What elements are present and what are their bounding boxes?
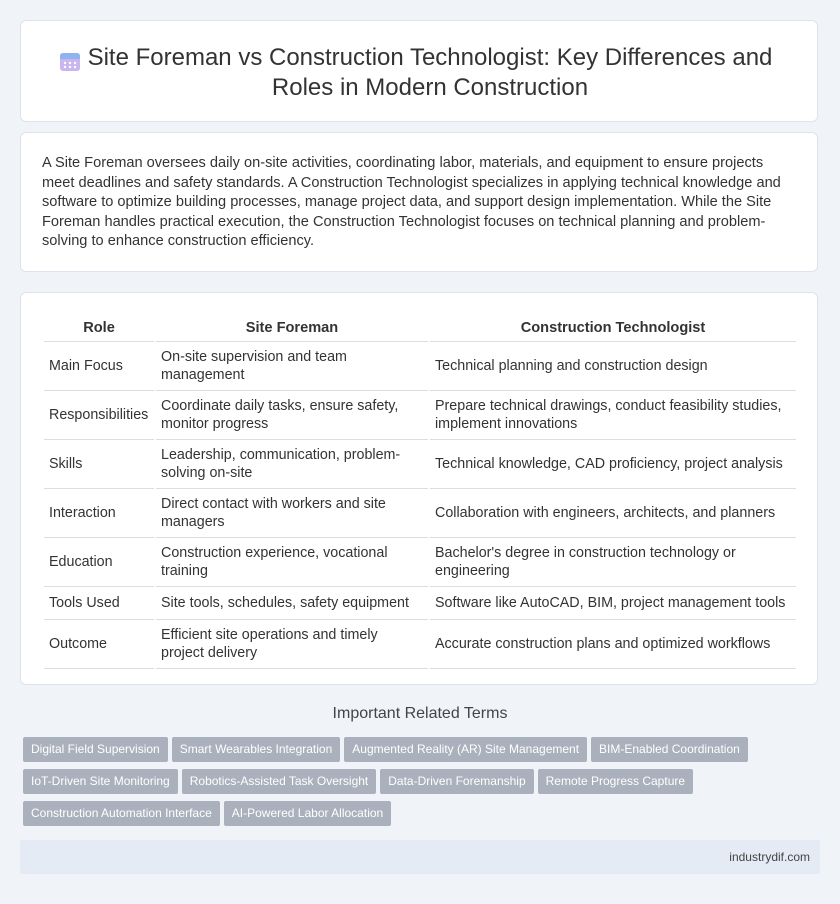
site-foreman-cell: Coordinate daily tasks, ensure safety, monitor progress (156, 391, 428, 440)
row-label: Responsibilities (44, 391, 154, 440)
related-terms-heading: Important Related Terms (332, 705, 508, 722)
intro-card (20, 132, 818, 272)
site-foreman-cell: Site tools, schedules, safety equipment (156, 587, 428, 620)
construction-technologist-cell: Accurate construction plans and optimized workflows (430, 620, 796, 669)
site-foreman-cell: On-site supervision and team management (156, 342, 428, 391)
table-row (44, 620, 796, 669)
site-foreman-cell: Construction experience, vocational training (156, 538, 428, 587)
row-label: Tools Used (44, 587, 154, 620)
site-foreman-cell: Efficient site operations and timely project delivery (156, 620, 428, 669)
related-terms-list (23, 737, 813, 833)
related-term-tag[interactable]: Data-Driven Foremanship (380, 769, 533, 794)
comparison-card (20, 292, 818, 685)
related-term-tag[interactable]: Construction Automation Interface (23, 801, 220, 826)
related-term-tag[interactable]: Digital Field Supervision (23, 737, 168, 762)
table-row (44, 342, 796, 391)
construction-technologist-cell: Prepare technical drawings, conduct feasibility studies, implement innovations (430, 391, 796, 440)
related-term-tag[interactable]: IoT-Driven Site Monitoring (23, 769, 178, 794)
row-label: Interaction (44, 489, 154, 538)
row-label: Education (44, 538, 154, 587)
construction-technologist-cell: Technical knowledge, CAD proficiency, project analysis (430, 440, 796, 489)
table-row (44, 391, 796, 440)
footer-site-link[interactable]: industrydif.com (729, 850, 810, 864)
table-row (44, 440, 796, 489)
column-header-site-foreman: Site Foreman (156, 313, 428, 342)
footer (20, 840, 820, 874)
page-title: Site Foreman vs Construction Technologist: Key Differences and Roles in Modern Construction (87, 44, 773, 101)
site-foreman-cell: Leadership, communication, problem-solving on-site (156, 440, 428, 489)
column-header-role: Role (44, 313, 154, 342)
title-card (20, 20, 818, 122)
column-header-construction-technologist: Construction Technologist (430, 313, 796, 342)
related-term-tag[interactable]: Augmented Reality (AR) Site Management (344, 737, 587, 762)
table-header-row (44, 313, 796, 342)
construction-technologist-cell: Technical planning and construction design (430, 342, 796, 391)
table-row (44, 538, 796, 587)
intro-paragraph: A Site Foreman oversees daily on-site activities, coordinating labor, materials, and equipment to ensure projects meet deadlines and safety standards. A Construction Technologist specializes in applying technical knowledge and software to optimize building processes, manage project data, and support design implementation. While the Site Foreman handles practical execution, the Construction Technologist focuses on technical planning and problem-solving to enhance construction efficiency. (42, 155, 781, 249)
row-label: Main Focus (44, 342, 154, 391)
construction-technologist-cell: Software like AutoCAD, BIM, project management tools (430, 587, 796, 620)
related-term-tag[interactable]: Robotics-Assisted Task Oversight (182, 769, 377, 794)
row-label: Outcome (44, 620, 154, 669)
construction-technologist-cell: Collaboration with engineers, architects, and planners (430, 489, 796, 538)
table-row (44, 587, 796, 620)
related-term-tag[interactable]: Remote Progress Capture (538, 769, 693, 794)
construction-technologist-cell: Bachelor's degree in construction technology or engineering (430, 538, 796, 587)
related-term-tag[interactable]: AI-Powered Labor Allocation (224, 801, 391, 826)
related-term-tag[interactable]: BIM-Enabled Coordination (591, 737, 748, 762)
row-label: Skills (44, 440, 154, 489)
comparison-table (42, 313, 798, 669)
site-foreman-cell: Direct contact with workers and site managers (156, 489, 428, 538)
related-term-tag[interactable]: Smart Wearables Integration (172, 737, 341, 762)
table-row (44, 489, 796, 538)
